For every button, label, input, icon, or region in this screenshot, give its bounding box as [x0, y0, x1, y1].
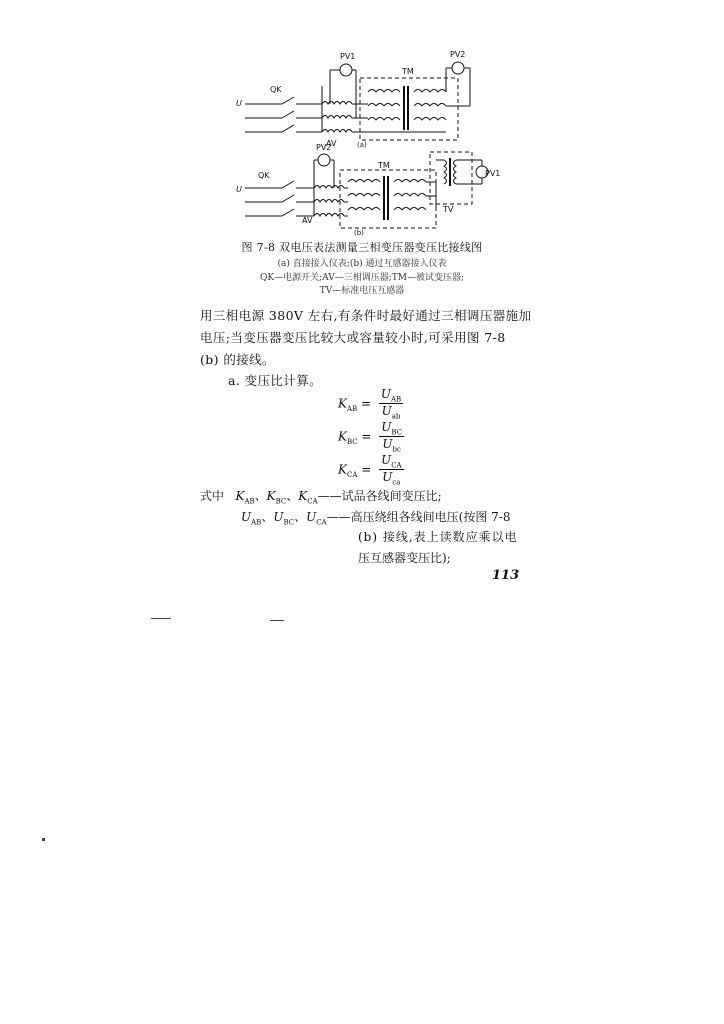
voltmeter-pv2 — [452, 62, 464, 74]
page-number: 113 — [492, 568, 520, 583]
voltmeter-pv2 — [318, 154, 330, 166]
circuit-diagram-b — [230, 142, 500, 238]
label-u: U — [236, 99, 242, 108]
label-u: U — [236, 185, 242, 194]
label-pv1: PV1 — [485, 169, 500, 178]
figure-caption-title: 图 7-8 双电压表法测量三相变压器变压比接线图 — [241, 241, 483, 254]
label-qk: QK — [270, 85, 282, 94]
figure-caption-line-1: (a) 直接接入仪表;(b) 通过互感器接入仪表 — [277, 259, 447, 269]
paragraph-line-2: 电压;当变压器变压比较大或容量较小时,可采用图 7-8 — [200, 330, 506, 345]
figure-caption-line-2: QK—电源开关;AV—三相调压器;TM—被试变压器; — [260, 273, 464, 283]
label-tm: TM — [378, 161, 390, 170]
label-tv: TV — [443, 205, 454, 214]
where-line-1: 式中 $K_{AB}$、$K_{BC}$、$K_{CA}——$试品各线间变压比; — [200, 489, 442, 506]
formula-kca: $K_{CA}$ = $\frac{U_{CA}}{U_{ca}}$ — [338, 453, 402, 487]
subfigure-label-b: (b) — [354, 229, 364, 237]
formula-kbc: $K_{BC}$ = $\frac{U_{BC}}{U_{bc}}$ — [338, 420, 403, 454]
label-av: AV — [326, 139, 337, 148]
label-pv2: PV2 — [450, 50, 466, 59]
label-av: AV — [302, 216, 313, 225]
subfigure-label-a: (a) — [357, 141, 367, 149]
where-line-3: (b) 接线,表上读数应乘以电 — [358, 530, 518, 544]
scan-speck — [270, 620, 284, 621]
label-tm: TM — [402, 67, 414, 76]
label-qk: QK — [258, 171, 270, 180]
voltmeter-pv1 — [340, 64, 352, 76]
scan-speck — [151, 618, 171, 619]
label-pv1: PV1 — [340, 52, 356, 61]
scan-speck — [42, 838, 45, 841]
figure-caption-line-3: TV—标准电压互感器 — [319, 286, 405, 296]
where-line-2: $U_{AB}$、$U_{BC}$、$U_{CA}——$高压绕组各线间电压(按图 7-8 — [241, 510, 511, 527]
item-a-heading: a. 变压比计算。 — [228, 373, 322, 388]
formula-kab: $K_{AB}$ = $\frac{U_{AB}}{U_{ab}}$ — [338, 387, 402, 421]
paragraph-line-3: (b) 的接线。 — [200, 352, 275, 367]
circuit-diagram-a — [230, 46, 490, 150]
where-line-4: 压互感器变压比); — [358, 551, 451, 565]
paragraph-line-1: 用三相电源 380V 左右,有条件时最好通过三相调压器施加 — [200, 308, 532, 323]
label-pv2: PV2 — [316, 143, 332, 152]
